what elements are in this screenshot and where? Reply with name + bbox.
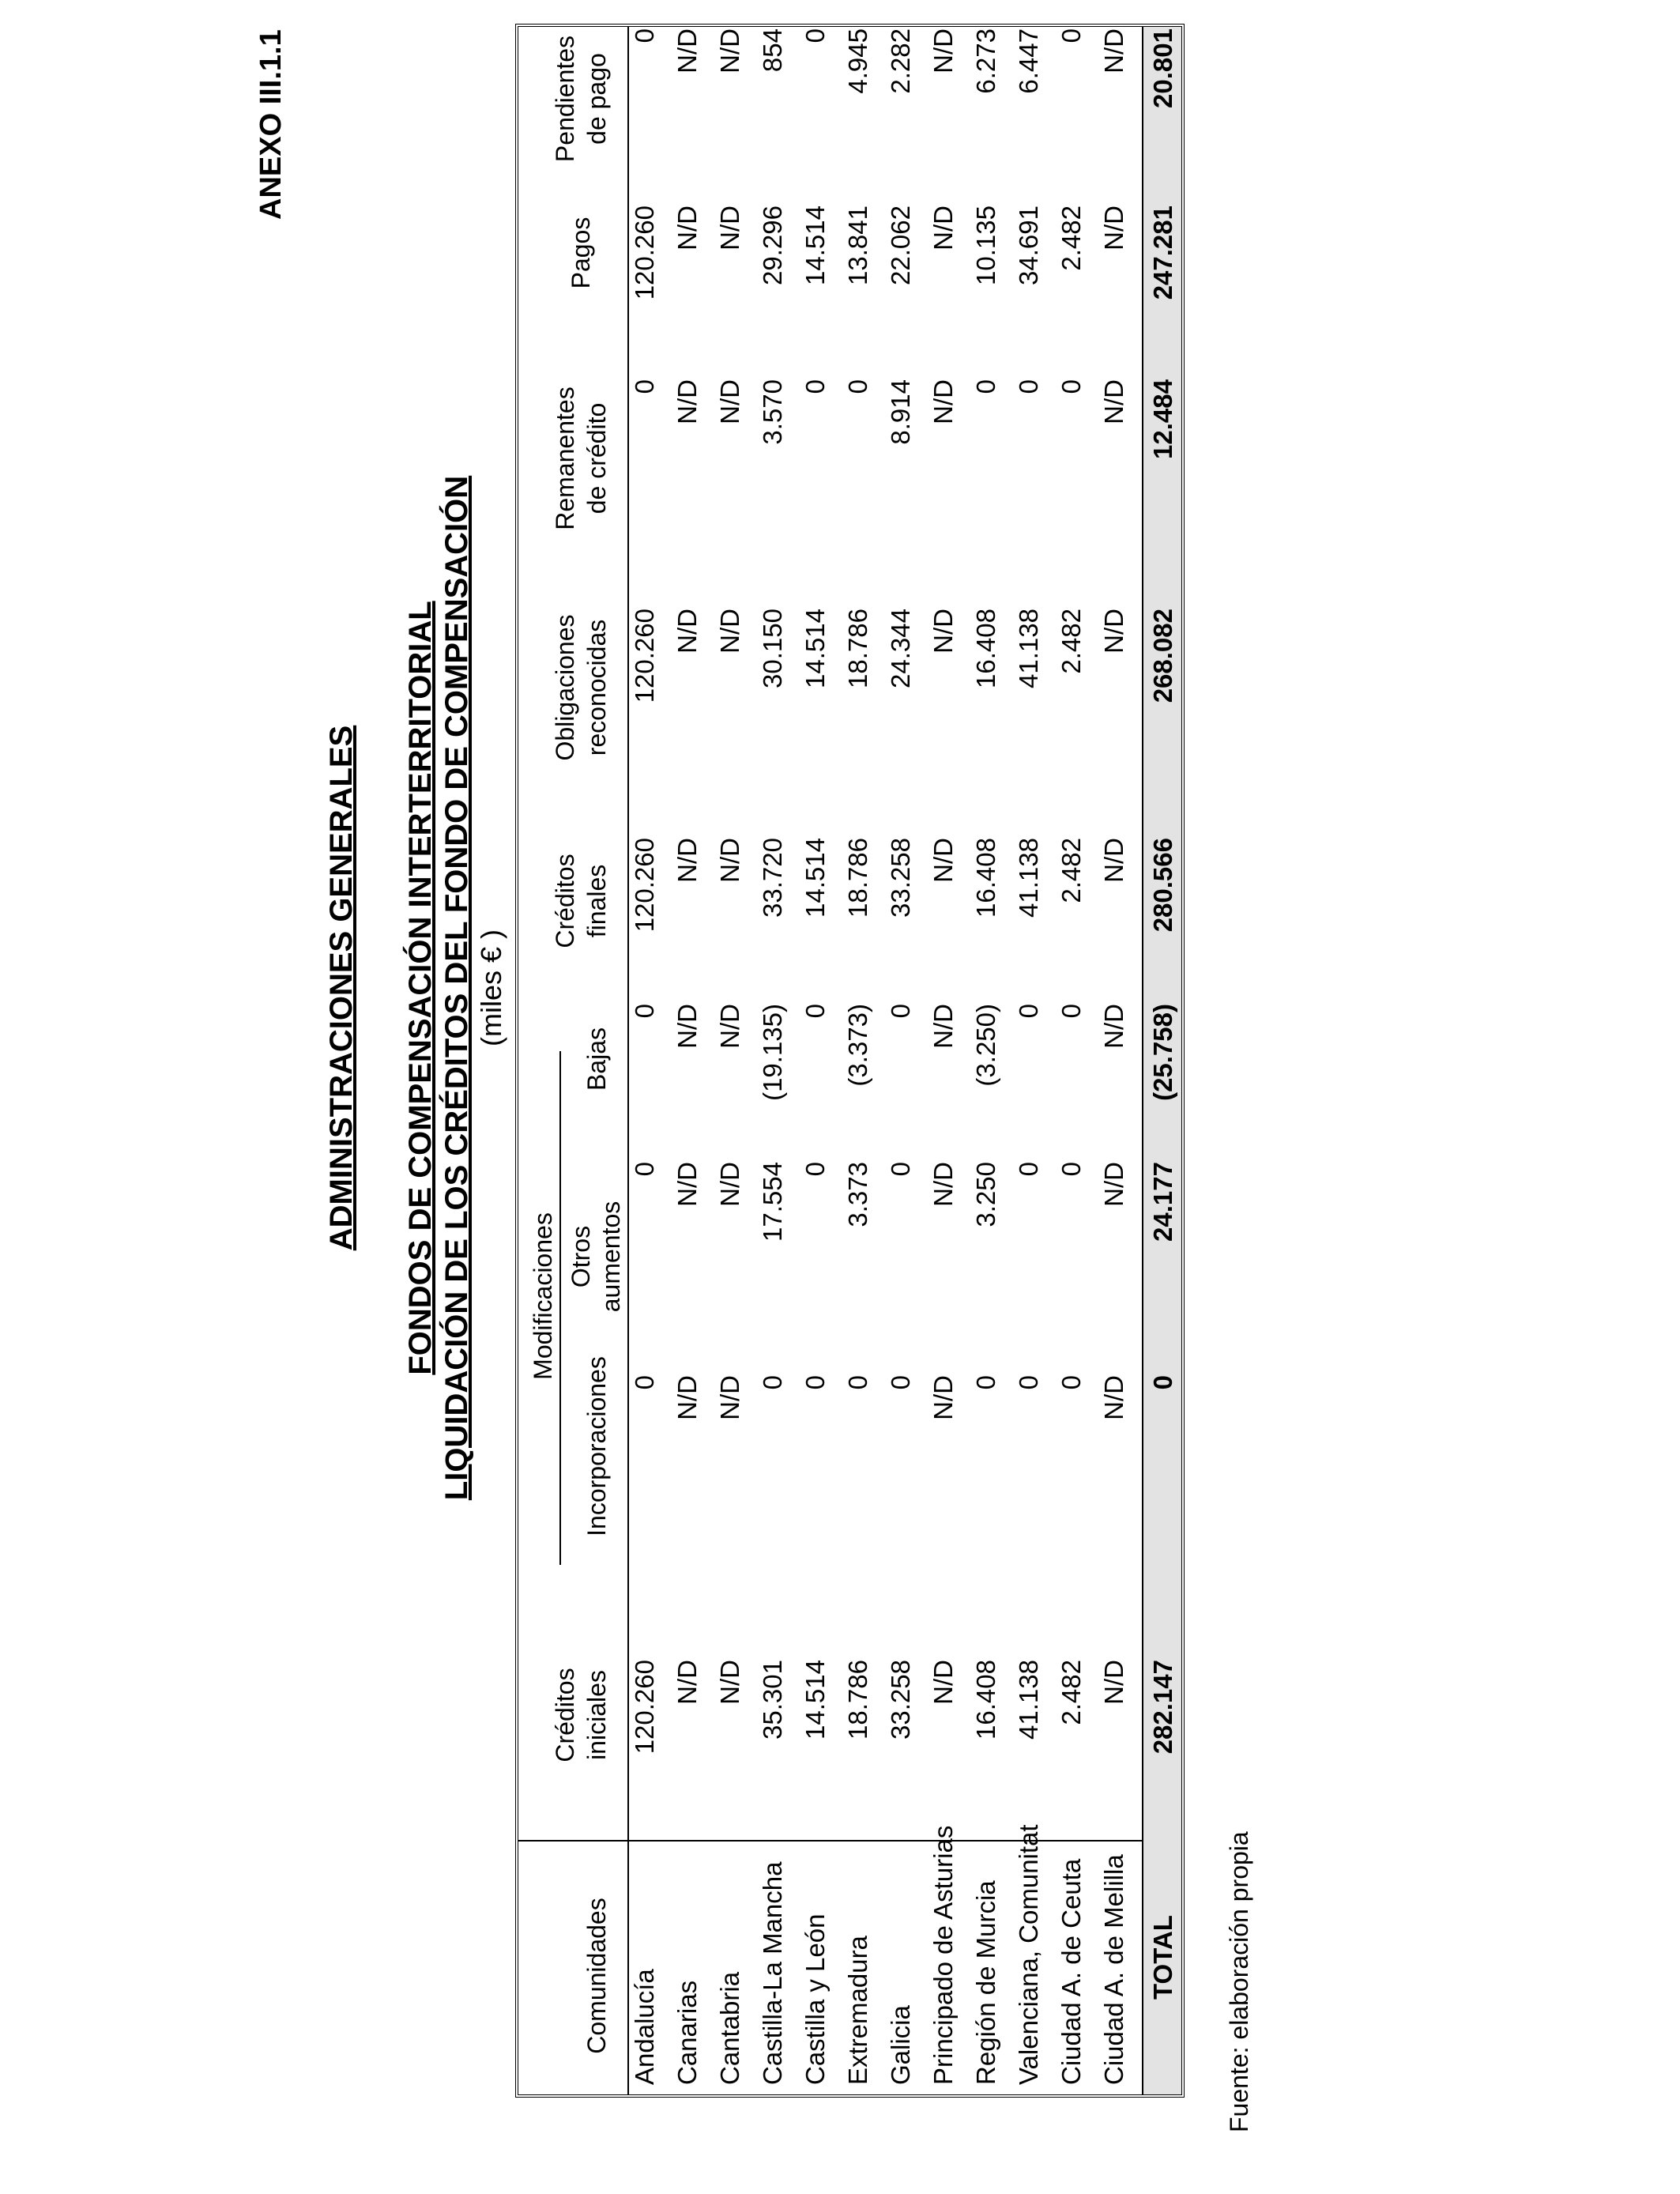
header-remanentes-line2: de crédito	[582, 402, 611, 515]
cell-creditos-finales: 16.408	[971, 838, 1000, 918]
cell-pagos: 14.514	[800, 205, 830, 285]
cell-otros-aumentos: 0	[800, 1162, 830, 1177]
cell-bajas: (3.250)	[971, 1004, 1000, 1087]
cell-creditos-finales: N/D	[672, 838, 702, 883]
total-label: TOTAL	[1148, 1915, 1177, 2000]
cell-incorporaciones: 0	[758, 1375, 787, 1390]
cell-otros-aumentos: 3.373	[843, 1162, 872, 1227]
cell-obligaciones: 14.514	[800, 609, 830, 688]
cell-remanentes: 0	[971, 379, 1000, 394]
cell-creditos-iniciales: 2.482	[1057, 1660, 1086, 1725]
cell-creditos-finales: 33.720	[758, 838, 787, 918]
cell-obligaciones: 30.150	[758, 609, 787, 688]
cell-pagos: N/D	[715, 205, 744, 251]
cell-bajas: 0	[630, 1004, 659, 1019]
cell-remanentes: N/D	[1099, 379, 1128, 424]
cell-incorporaciones: N/D	[1099, 1375, 1128, 1420]
row-label: Valenciana, Comunitat	[1014, 1824, 1043, 2085]
cell-incorporaciones: 0	[843, 1375, 872, 1390]
cell-creditos-finales: 18.786	[843, 838, 872, 918]
row-label: Extremadura	[843, 1936, 872, 2085]
header-creditos-finales-line2: finales	[582, 864, 611, 938]
cell-obligaciones: 16.408	[971, 609, 1000, 688]
row-label: Ciudad A. de Ceuta	[1057, 1858, 1086, 2085]
total-rule	[1142, 27, 1143, 2094]
cell-otros-aumentos: N/D	[929, 1162, 958, 1207]
cell-pendientes: 0	[1057, 28, 1086, 43]
cell-creditos-iniciales: N/D	[929, 1660, 958, 1705]
row-label: Castilla y León	[800, 1913, 830, 2085]
cell-otros-aumentos: N/D	[715, 1162, 744, 1207]
cell-pagos: N/D	[672, 205, 702, 251]
header-creditos-iniciales-line2: iniciales	[582, 1670, 611, 1760]
header-creditos-iniciales-line1: Créditos	[551, 1668, 579, 1762]
cell-creditos-iniciales: N/D	[1099, 1660, 1128, 1705]
cell-pagos: 13.841	[843, 205, 872, 285]
cell-pendientes: 0	[630, 28, 659, 43]
cell-obligaciones: N/D	[672, 609, 702, 654]
cell-otros-aumentos: 17.554	[758, 1162, 787, 1242]
total-pendientes: 20.801	[1148, 28, 1177, 108]
table-title: LIQUIDACIÓN DE LOS CRÉDITOS DEL FONDO DE COMPENSACIÓN	[439, 475, 474, 1501]
cell-otros-aumentos: 0	[886, 1162, 915, 1177]
cell-pendientes: 854	[758, 28, 787, 73]
cell-creditos-iniciales: 41.138	[1014, 1660, 1043, 1740]
cell-creditos-iniciales: N/D	[672, 1660, 702, 1705]
document-subtitle: FONDOS DE COMPENSACIÓN INTERTERRITORIAL	[403, 601, 438, 1375]
header-remanentes-line1: Remanentes	[551, 386, 579, 530]
cell-creditos-iniciales: 14.514	[800, 1660, 830, 1740]
cell-pagos: 29.296	[758, 205, 787, 285]
units-label: (miles € )	[475, 929, 507, 1047]
page-title: ADMINISTRACIONES GENERALES	[324, 725, 359, 1251]
header-pagos: Pagos	[567, 217, 595, 289]
cell-bajas: N/D	[672, 1004, 702, 1049]
cell-pendientes: 4.945	[843, 28, 872, 94]
cell-obligaciones: 2.482	[1057, 609, 1086, 674]
header-obligaciones-line1: Obligaciones	[551, 614, 579, 761]
cell-bajas: 0	[1057, 1004, 1086, 1019]
total-creditos-finales: 280.566	[1148, 838, 1177, 933]
header-pendientes-line2: de pago	[582, 53, 611, 145]
cell-otros-aumentos: N/D	[1099, 1162, 1128, 1207]
cell-creditos-finales: 120.260	[630, 838, 659, 933]
cell-obligaciones: N/D	[1099, 609, 1128, 654]
cell-bajas: 0	[1014, 1004, 1043, 1019]
cell-incorporaciones: N/D	[715, 1375, 744, 1420]
cell-pagos: 34.691	[1014, 205, 1043, 285]
cell-obligaciones: 120.260	[630, 609, 659, 703]
cell-incorporaciones: N/D	[929, 1375, 958, 1420]
header-pendientes-line1: Pendientes	[551, 35, 579, 163]
row-label: Galicia	[886, 2005, 915, 2085]
header-modificaciones: Modificaciones	[529, 1212, 557, 1380]
cell-pendientes: N/D	[1099, 28, 1128, 74]
cell-creditos-finales: 14.514	[800, 838, 830, 918]
cell-bajas: N/D	[715, 1004, 744, 1049]
annex-label: ANEXO III.1.1	[254, 29, 288, 220]
cell-obligaciones: 18.786	[843, 609, 872, 688]
cell-remanentes: N/D	[715, 379, 744, 424]
cell-creditos-iniciales: N/D	[715, 1660, 744, 1705]
cell-incorporaciones: 0	[971, 1375, 1000, 1390]
cell-remanentes: 3.570	[758, 379, 787, 445]
cell-incorporaciones: 0	[886, 1375, 915, 1390]
cell-remanentes: N/D	[672, 379, 702, 424]
cell-otros-aumentos: N/D	[672, 1162, 702, 1207]
cell-incorporaciones: 0	[630, 1375, 659, 1390]
modificaciones-divider	[559, 1051, 561, 1565]
cell-pendientes: N/D	[672, 28, 702, 74]
cell-creditos-finales: N/D	[929, 838, 958, 883]
cell-pendientes: 0	[800, 28, 830, 43]
cell-remanentes: 0	[800, 379, 830, 394]
cell-obligaciones: N/D	[715, 609, 744, 654]
cell-remanentes: 0	[630, 379, 659, 394]
cell-creditos-iniciales: 35.301	[758, 1660, 787, 1740]
cell-bajas: 0	[800, 1004, 830, 1019]
cell-pagos: 120.260	[630, 205, 659, 300]
cell-pendientes: 6.447	[1014, 28, 1043, 94]
header-otros-aumentos-line2: aumentos	[597, 1201, 625, 1313]
cell-otros-aumentos: 3.250	[971, 1162, 1000, 1227]
total-obligaciones: 268.082	[1148, 609, 1177, 703]
cell-remanentes: 8.914	[886, 379, 915, 445]
cell-otros-aumentos: 0	[630, 1162, 659, 1177]
cell-incorporaciones: 0	[800, 1375, 830, 1390]
total-remanentes: 12.484	[1148, 379, 1177, 459]
cell-obligaciones: N/D	[929, 609, 958, 654]
header-otros-aumentos-line1: Otros	[567, 1225, 595, 1288]
cell-remanentes: 0	[1014, 379, 1043, 394]
liquidation-table	[515, 24, 1185, 2098]
cell-creditos-iniciales: 16.408	[971, 1660, 1000, 1740]
row-label: Castilla-La Mancha	[758, 1861, 787, 2085]
cell-pagos: 2.482	[1057, 205, 1086, 271]
cell-creditos-finales: 2.482	[1057, 838, 1086, 903]
cell-creditos-iniciales: 18.786	[843, 1660, 872, 1740]
cell-obligaciones: 41.138	[1014, 609, 1043, 688]
cell-creditos-iniciales: 33.258	[886, 1660, 915, 1740]
total-incorporaciones: 0	[1148, 1375, 1177, 1390]
cell-creditos-iniciales: 120.260	[630, 1660, 659, 1755]
row-label: Principado de Asturias	[929, 1825, 958, 2085]
cell-creditos-finales: 33.258	[886, 838, 915, 918]
row-label: Región de Murcia	[971, 1880, 1000, 2085]
header-incorporaciones: Incorporaciones	[582, 1356, 611, 1536]
cell-creditos-finales: 41.138	[1014, 838, 1043, 918]
total-bajas: (25.758)	[1148, 1004, 1177, 1101]
cell-incorporaciones: 0	[1057, 1375, 1086, 1390]
cell-bajas: (19.135)	[758, 1004, 787, 1101]
cell-pendientes: N/D	[715, 28, 744, 74]
cell-remanentes: N/D	[929, 379, 958, 424]
total-pagos: 247.281	[1148, 205, 1177, 300]
cell-bajas: 0	[886, 1004, 915, 1019]
cell-bajas: N/D	[929, 1004, 958, 1049]
cell-pendientes: N/D	[929, 28, 958, 74]
row-label: Cantabria	[715, 1971, 744, 2085]
cell-otros-aumentos: 0	[1014, 1162, 1043, 1177]
source-note: Fuente: elaboración propia	[1225, 1831, 1253, 2132]
cell-pagos: 10.135	[971, 205, 1000, 285]
cell-pagos: 22.062	[886, 205, 915, 285]
cell-incorporaciones: 0	[1014, 1375, 1043, 1390]
total-otros-aumentos: 24.177	[1148, 1162, 1177, 1242]
cell-pagos: N/D	[1099, 205, 1128, 251]
row-label: Andalucía	[630, 1969, 659, 2085]
header-bajas: Bajas	[582, 1027, 611, 1091]
cell-bajas: (3.373)	[843, 1004, 872, 1087]
cell-creditos-finales: N/D	[1099, 838, 1128, 883]
row-label: Canarias	[672, 1980, 702, 2085]
header-creditos-finales-line1: Créditos	[551, 854, 579, 948]
cell-obligaciones: 24.344	[886, 609, 915, 688]
cell-pendientes: 6.273	[971, 28, 1000, 94]
header-comunidades: Comunidades	[582, 1898, 611, 2054]
cell-pendientes: 2.282	[886, 28, 915, 94]
cell-bajas: N/D	[1099, 1004, 1128, 1049]
cell-pagos: N/D	[929, 205, 958, 251]
cell-remanentes: 0	[1057, 379, 1086, 394]
cell-otros-aumentos: 0	[1057, 1162, 1086, 1177]
cell-remanentes: 0	[843, 379, 872, 394]
total-creditos-iniciales: 282.147	[1148, 1660, 1177, 1755]
row-label: Ciudad A. de Melilla	[1099, 1854, 1128, 2085]
cell-creditos-finales: N/D	[715, 838, 744, 883]
header-obligaciones-line2: reconocidas	[582, 619, 611, 756]
cell-incorporaciones: N/D	[672, 1375, 702, 1420]
